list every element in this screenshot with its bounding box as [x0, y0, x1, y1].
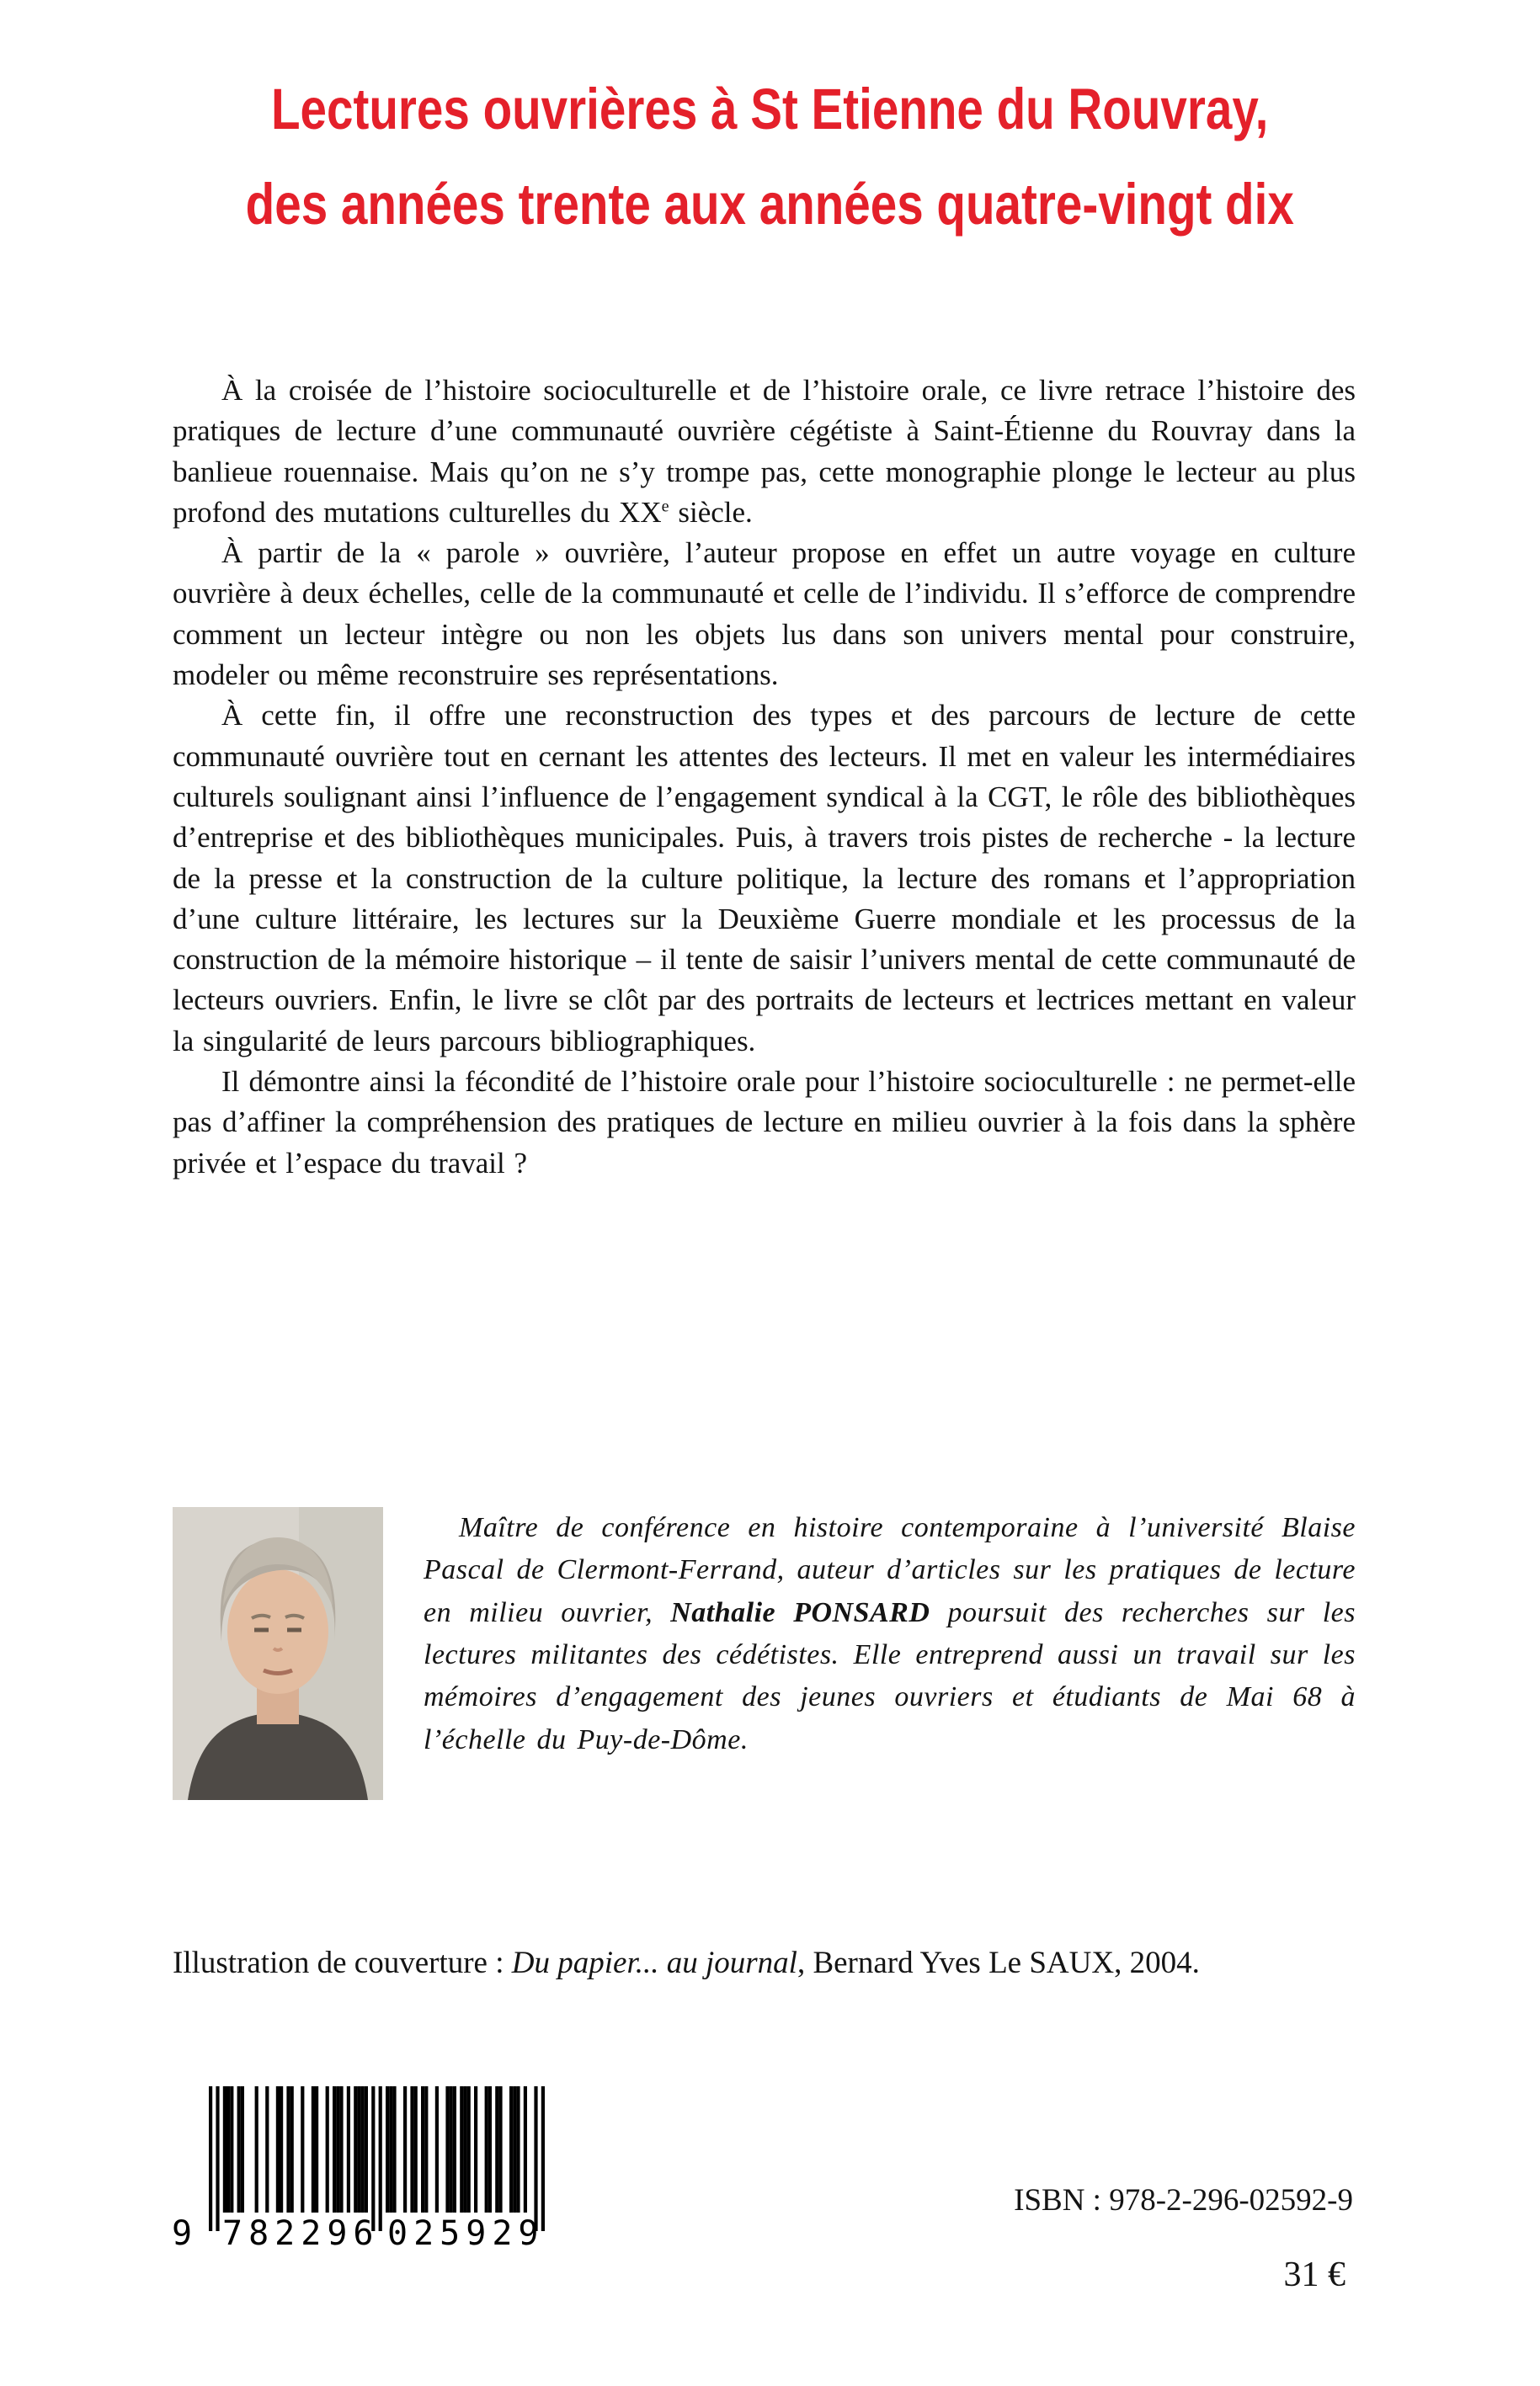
- superscript-e: e: [661, 497, 669, 516]
- book-title: [0, 77, 1540, 237]
- bio-before-name: Maître de conférence en histoire contemporaine à l’université Blaise Pascal de Clermont-Ferrand, auteur d’articles sur les pratiques de lecture en milieu ouvrier,: [424, 1512, 1356, 1628]
- synopsis-paragraph: Il démontre ainsi la fécondité de l’histoire orale pour l’histoire socioculturelle : ne permet-elle pas d’affiner la compréhension des pratiques de lecture en milieu ouvrier à la fois dans la sphère privée et l’espace du travail ?: [173, 1065, 1356, 1180]
- barcode-digit-group-2: 025929: [387, 2214, 545, 2253]
- author-photo: [173, 1507, 383, 1800]
- synopsis: [173, 370, 1356, 1184]
- author-bio-section: [173, 1507, 1356, 1800]
- isbn: ISBN : 978-2-296-02592-9: [1014, 2183, 1353, 2218]
- synopsis-paragraph-1-text: À la croisée de l’histoire socioculturelle et de l’histoire orale, ce livre retrace l’histoire des pratiques de lecture d’une communauté ouvrière cégétiste à Saint-Étienne du Rouvray dans la banlieue rouennaise. Mais qu’on ne s’y trompe pas, cette monographie plonge le lecteur au plus profond des mutations culturelles du XX: [173, 374, 1356, 529]
- synopsis-paragraph: À partir de la « parole » ouvrière, l’auteur propose en effet un autre voyage en culture ouvrière à deux échelles, celle de la communauté et celle de l’individu. Il s’efforce de comprendre comment un lecteur intègre ou non les objets lus dans son univers mental pour construire, modeler ou même reconstruire ses représentations.: [173, 536, 1356, 692]
- synopsis-paragraph: À cette fin, il offre une reconstruction des types et des parcours de lecture de cette communauté ouvrière tout en cernant les attentes des lecteurs. Il met en valeur les intermédiaires culturels soulignant ainsi l’influence de l’engagement syndical à la CGT, le rôle des bibliothèques d’entreprise et des bibliothèques municipales. Puis, à travers trois pistes de recherche - la lecture de la presse et la construction de la culture politique, la lecture des romans et l’appropriation d’une culture littéraire, les lectures sur la Deuxième Guerre mondiale et les processus de la construction de la mémoire historique – il tente de saisir l’univers mental de cette communauté de lecteurs ouvriers. Enfin, le livre se clôt par des portraits de lecteurs et lectrices mettant en valeur la singularité de leurs parcours bibliographiques.: [173, 699, 1356, 1057]
- cover-illustration-credit: [173, 1945, 1200, 1981]
- author-bio-text: [424, 1507, 1356, 1800]
- synopsis-paragraph: [173, 370, 1356, 533]
- title-line-1: Lectures ouvrières à St Etienne du Rouvray,: [271, 77, 1269, 141]
- title-line-2: des années trente aux années quatre-vingt dix: [245, 172, 1295, 237]
- author-portrait-illustration: [173, 1507, 383, 1800]
- barcode-bars: [209, 2086, 546, 2231]
- credit-work-title: Du papier... au journal: [511, 1946, 797, 1980]
- synopsis-paragraph-1-end: siècle.: [669, 495, 753, 529]
- barcode: [168, 2086, 564, 2267]
- credit-suffix: , Bernard Yves Le SAUX, 2004.: [797, 1946, 1200, 1980]
- barcode-digit-lead: 9: [172, 2214, 193, 2253]
- author-name: Nathalie PONSARD: [670, 1596, 930, 1628]
- bio-after-name: poursuit des recherches sur les lectures militantes des cédétistes. Elle entreprend aussi un travail sur les mémoires d’engagement des jeunes ouvriers et étudiants de Mai 68 à l’échelle du Puy-de-Dôme.: [424, 1596, 1356, 1755]
- barcode-digit-group-1: 782296: [222, 2214, 380, 2253]
- credit-prefix: Illustration de couverture :: [173, 1946, 512, 1980]
- price: 31 €: [1283, 2256, 1346, 2294]
